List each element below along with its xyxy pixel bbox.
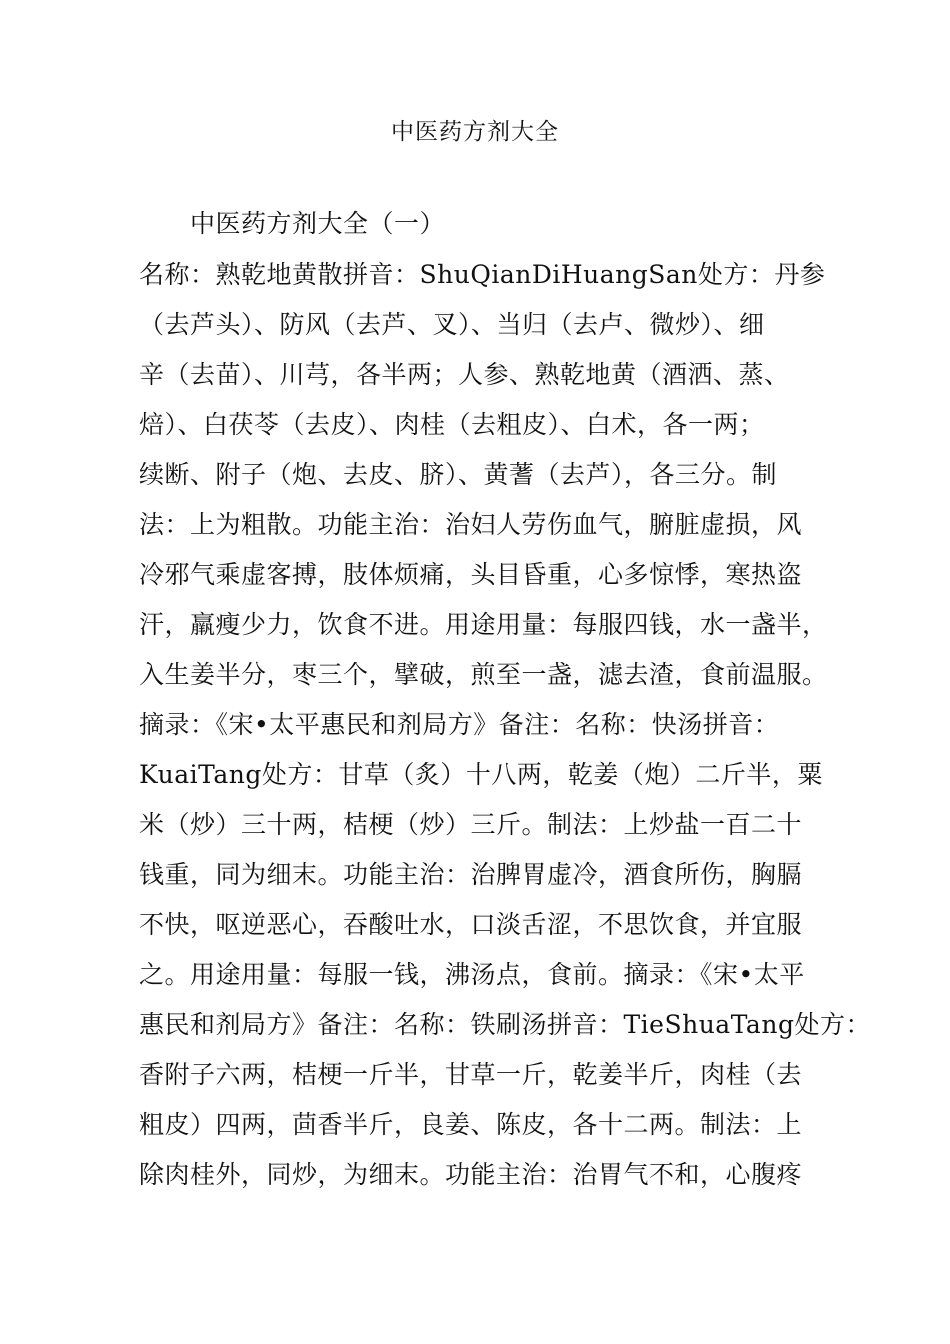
section-heading: 中医药方剂大全（一） [190,209,446,238]
text-line: 粗皮）四两，茴香半斤，良姜、陈皮，各十二两。制法：上 [139,1110,803,1139]
text-line: 米（炒）三十两，桔梗（炒）三斤。制法：上炒盐一百二十 [139,810,803,839]
text-line: 香附子六两，桔梗一斤半，甘草一斤，乾姜半斤，肉桂（去 [139,1060,803,1089]
document-title: 中医药方剂大全 [391,119,559,145]
text-line: 摘录：《宋•太平惠民和剂局方》备注：名称：快汤拼音： [139,710,780,739]
text-line: 焙）、白茯苓（去皮）、肉桂（去粗皮）、白术，各一两； [139,410,765,439]
text-line: 辛（去苗）、川芎，各半两；人参、熟乾地黄（酒洒、蒸、 [139,360,790,389]
text-line: 钱重，同为细末。功能主治：治脾胃虚冷，酒食所伤，胸膈 [139,860,803,889]
text-line: KuaiTang处方：甘草（炙）十八两，乾姜（炮）二斤半，粟 [139,760,823,789]
text-line: 入生姜半分，枣三个，擘破，煎至一盏，滤去渣，食前温服。 [139,660,828,689]
body-text [139,255,871,1205]
text-line: 名称：熟乾地黄散拼音：ShuQianDiHuangSan处方：丹参 [139,260,826,289]
text-line: 冷邪气乘虚客搏，肢体烦痛，头目昏重，心多惊悸，寒热盗 [139,560,803,589]
text-line: （去芦头）、防风（去芦、叉）、当归（去卢、微炒）、细 [139,310,765,339]
text-line: 不快，呕逆恶心，吞酸吐水，口淡舌涩，不思饮食，并宜服 [139,910,803,939]
text-line: 之。用途用量：每服一钱，沸汤点，食前。摘录：《宋•太平 [139,960,805,989]
text-line: 法：上为粗散。功能主治：治妇人劳伤血气，腑脏虚损，风 [139,510,803,539]
text-line: 续断、附子（炮、去皮、脐）、黄蓍（去芦），各三分。制 [139,460,778,489]
text-line: 惠民和剂局方》备注：名称：铁刷汤拼音：TieShuaTang处方： [139,1010,871,1039]
text-line: 汗，羸瘦少力，饮食不进。用途用量：每服四钱，水一盏半， [139,610,828,639]
text-line: 除肉桂外，同炒，为细末。功能主治：治胃气不和，心腹疼 [139,1160,803,1189]
